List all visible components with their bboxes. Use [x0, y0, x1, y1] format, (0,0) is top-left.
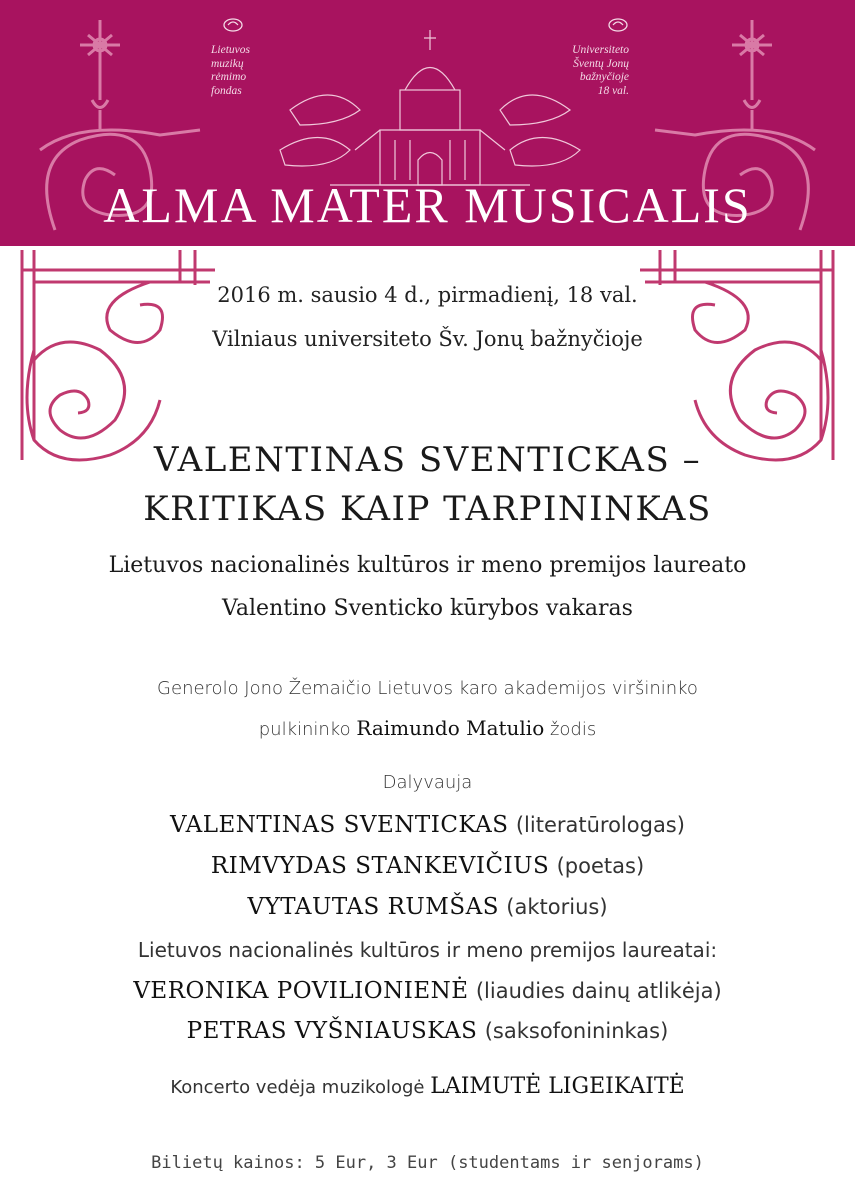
- right-logo-icon: [607, 14, 629, 36]
- participant-row: RIMVYDAS STANKEVIČIUS (poetas): [210, 853, 645, 879]
- page-title: ALMA MATER MUSICALIS: [103, 177, 752, 233]
- participant-row: VYTAUTAS RUMŠAS (aktorius): [247, 894, 608, 920]
- host-line: Koncerto vedėja muzikologė LAIMUTĖ LIGEIKAITĖ: [170, 1074, 685, 1099]
- subtitle-line-2: Valentino Sventicko kūrybos vakaras: [222, 596, 633, 621]
- participants-heading: Dalyvauja: [382, 772, 473, 793]
- speech-line-1: Generolo Jono Žemaičio Lietuvos karo akademijos viršininko: [157, 678, 698, 699]
- host-name: LAIMUTĖ LIGEIKAITĖ: [430, 1074, 685, 1099]
- speech-line-2: pulkininko Raimundo Matulio žodis: [258, 716, 597, 740]
- participant-row: VALENTINAS SVENTICKAS (literatūrologas): [170, 812, 685, 838]
- left-corner-text: Lietuvos muzikų rėmimo fondas: [211, 44, 250, 97]
- ticket-prices: Bilietų kainos: 5 Eur, 3 Eur (studentams ir senjorams): [151, 1153, 704, 1173]
- headline-line-2: KRITIKAS KAIP TARPININKAS: [143, 489, 712, 529]
- left-logo-icon: [222, 14, 244, 36]
- right-corner-text: Universiteto Šventų Jonų bažnyčioje 18 val.: [572, 44, 629, 97]
- laureates-heading: Lietuvos nacionalinės kultūros ir meno premijos laureatai:: [137, 938, 718, 962]
- right-cross-icon: [732, 20, 772, 100]
- headline-line-1: VALENTINAS SVENTICKAS –: [153, 440, 702, 480]
- speaker-name: Raimundo Matulio: [356, 716, 545, 740]
- event-date: 2016 m. sausio 4 d., pirmadienį, 18 val.: [217, 283, 638, 307]
- laureate-row: PETRAS VYŠNIAUSKAS (saksofonininkas): [186, 1018, 669, 1044]
- left-cross-icon: [80, 20, 120, 100]
- event-venue: Vilniaus universiteto Šv. Jonų bažnyčioje: [212, 327, 643, 351]
- church-engraving: [280, 30, 580, 185]
- baroque-ornament: [0, 0, 855, 470]
- laureate-row: VERONIKA POVILIONIENĖ (liaudies dainų atlikėja): [133, 978, 722, 1004]
- subtitle-line-1: Lietuvos nacionalinės kultūros ir meno premijos laureato: [108, 553, 747, 578]
